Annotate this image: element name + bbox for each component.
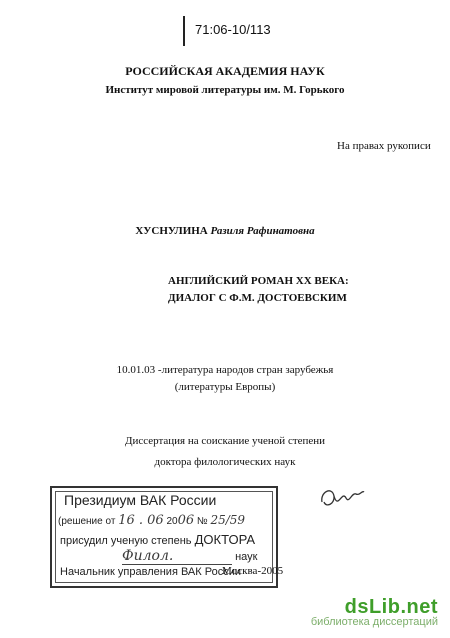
signature xyxy=(318,484,366,514)
stamp-number: 25/59 xyxy=(210,513,246,527)
title-line-2: ДИАЛОГ С Ф.М. ДОСТОЕВСКИМ xyxy=(168,292,347,304)
stamp-title: Президиум ВАК России xyxy=(64,492,217,508)
stamp-field: Филол. xyxy=(122,548,232,565)
author-given-names: Разиля Рафинатовна xyxy=(210,225,315,237)
dslib-logo-ds: ds xyxy=(344,596,369,618)
stamp-year: 06 xyxy=(177,513,195,528)
dslib-subtitle: библиотека диссертаций xyxy=(310,616,438,628)
stamp-awarded-line xyxy=(60,532,255,547)
title-line-1: АНГЛИЙСКИЙ РОМАН XX ВЕКА: xyxy=(168,275,349,287)
stamp-decision-date: 16 . 06 xyxy=(118,513,164,528)
dslib-logo-rest: Lib.net xyxy=(368,596,438,618)
place-year: Москва-2005 xyxy=(222,565,284,577)
stamp-degree: ДОКТОРА xyxy=(194,532,256,547)
stamp-head-label: Начальник управления ВАК России xyxy=(60,566,241,578)
specialty-line-1: 10.01.03 -литература народов стран зарубежья xyxy=(116,364,334,376)
institute-name: Институт мировой литературы им. М. Горького xyxy=(105,84,345,96)
stamp-field-line xyxy=(122,548,257,565)
stamp-decision-prefix: (решение от xyxy=(58,516,116,527)
author-name xyxy=(0,225,450,237)
degree-line-1: Диссертация на соискание ученой степени xyxy=(124,435,326,447)
stamp-number-label: № xyxy=(196,516,208,527)
stamp-decision-line xyxy=(58,513,245,528)
specialty-line-2: (литературы Европы) xyxy=(174,381,276,393)
stamp-field-suffix: наук xyxy=(235,551,258,563)
rights-note: На правах рукописи xyxy=(337,140,431,152)
stamp-year-prefix: 20 xyxy=(166,516,178,527)
library-code-box xyxy=(183,16,297,46)
library-code: 71:06-10/113 xyxy=(195,22,271,37)
degree-line-2: доктора филологических наук xyxy=(154,456,296,468)
organization-name: РОССИЙСКАЯ АКАДЕМИЯ НАУК xyxy=(125,64,325,78)
stamp-awarded-text: присудил ученую степень xyxy=(60,535,192,547)
dslib-watermark xyxy=(311,596,438,628)
author-surname: ХУСНУЛИНА xyxy=(135,225,208,237)
